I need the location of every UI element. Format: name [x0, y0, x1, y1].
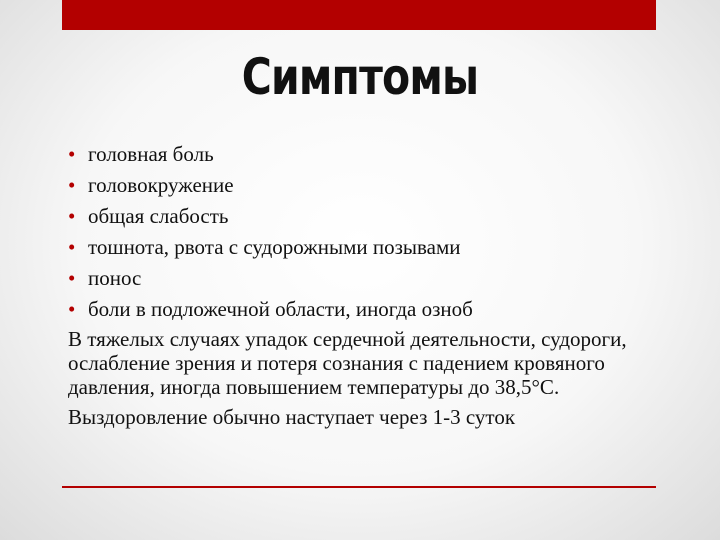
- bullet-icon: •: [68, 297, 76, 321]
- list-item-text: общая слабость: [88, 204, 229, 228]
- bullet-icon: •: [68, 204, 76, 228]
- list-item-text: понос: [88, 266, 142, 290]
- bullet-icon: •: [68, 142, 76, 166]
- list-item-text: боли в подложечной области, иногда озноб: [88, 297, 473, 321]
- list-item: [68, 263, 668, 294]
- bullet-icon: •: [68, 173, 76, 197]
- severe-cases-paragraph: В тяжелых случаях упадок сердечной деятельности, судороги, ослабление зрения и потеря сознания с падением кровяного давления, иногда повышением температуры до 38,5°С.: [68, 327, 627, 399]
- bullet-icon: •: [68, 235, 76, 259]
- bottom-accent-line: [62, 486, 656, 488]
- list-item: [68, 139, 668, 170]
- symptom-list: [68, 139, 668, 325]
- slide-title: Симптомы: [241, 48, 479, 106]
- list-item: [68, 294, 668, 325]
- top-accent-bar: [62, 0, 656, 30]
- list-item: [68, 170, 668, 201]
- recovery-paragraph: Выздоровление обычно наступает через 1-3 суток: [68, 405, 516, 429]
- list-item-text: головная боль: [88, 142, 214, 166]
- list-item-text: тошнота, рвота с судорожными позывами: [88, 235, 461, 259]
- slide-content: [68, 139, 668, 429]
- bullet-icon: •: [68, 266, 76, 290]
- list-item: [68, 232, 668, 263]
- list-item-text: головокружение: [88, 173, 234, 197]
- list-item: [68, 201, 668, 232]
